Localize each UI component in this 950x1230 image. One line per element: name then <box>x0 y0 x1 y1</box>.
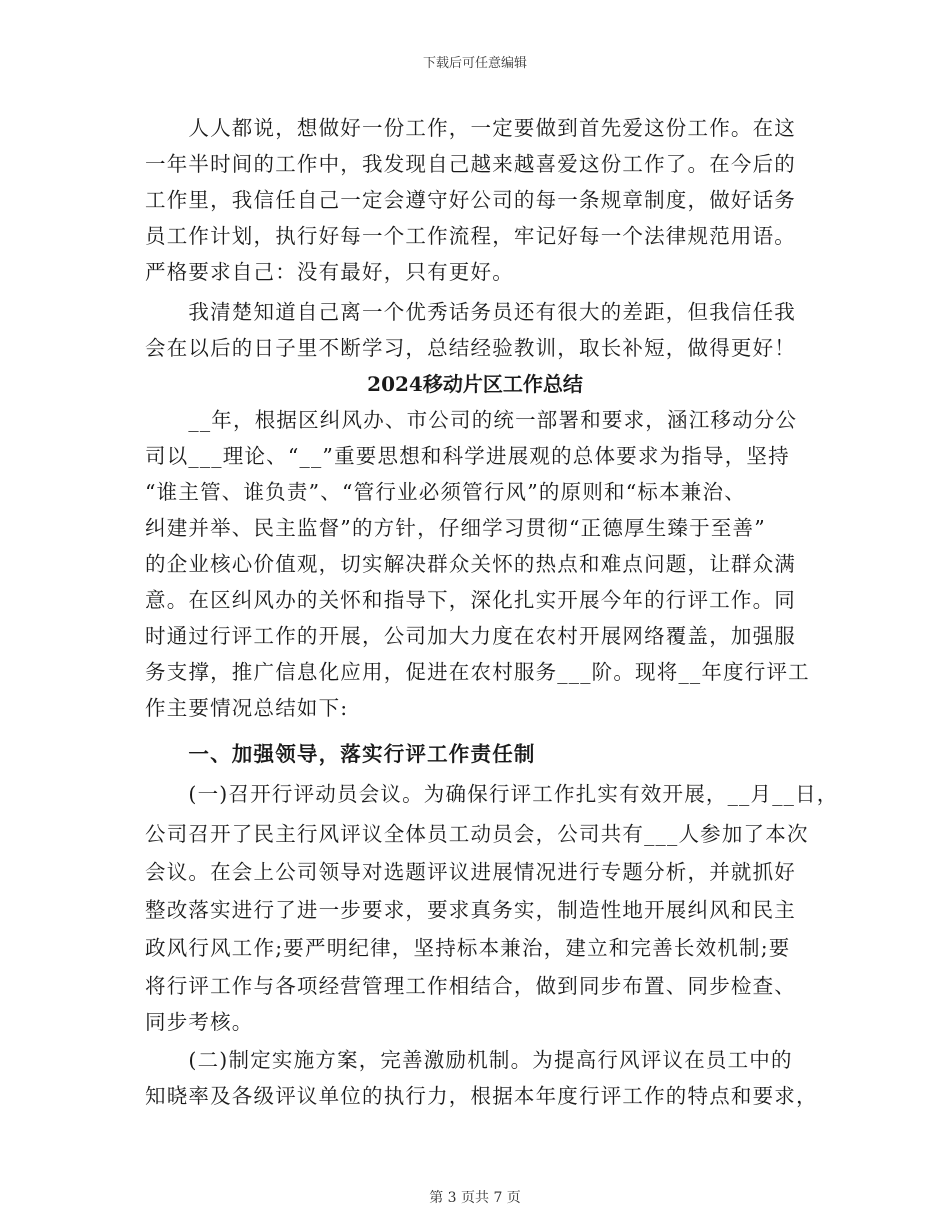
paragraph-line: 整改落实进行了进一步要求，要求真务实，制造性地开展纠风和民主 <box>145 898 796 922</box>
paragraph-line: 员工作计划，执行好每一个工作流程，牢记好每一个法律规范用语。 <box>145 224 796 248</box>
paragraph-line: 司以___理论、“__”重要思想和科学进展观的总体要求为指导，坚持 <box>145 444 790 468</box>
paragraph-line: 公司召开了民主行风评议全体员工动员会，公司共有___人参加了本次 <box>145 822 809 846</box>
page-header: 下载后可任意编辑 <box>422 56 527 71</box>
paragraph-line: __年，根据区纠风办、市公司的统一部署和要求，涵江移动分公 <box>145 408 798 432</box>
document-title: 2024移动片区工作总结 <box>367 372 583 396</box>
paragraph-line: 同步考核。 <box>145 1010 254 1034</box>
paragraph-line: 纠建并举、民主监督”的方针，仔细学习贯彻“正德厚生臻于至善” <box>145 516 766 540</box>
paragraph-line: 严格要求自己：没有最好，只有更好。 <box>145 260 514 284</box>
paragraph-line: 政风行风工作;要严明纪律，坚持标本兼治，建立和完善长效机制;要 <box>145 936 791 960</box>
paragraph-line: 一年半时间的工作中，我发现自己越来越喜爱这份工作了。在今后的 <box>145 152 796 176</box>
paragraph-line: 知晓率及各级评议单位的执行力，根据本年度行评工作的特点和要求， <box>145 1084 818 1108</box>
paragraph-line: 时通过行评工作的开展，公司加大力度在农村开展网络覆盖，加强服 <box>145 624 796 648</box>
section-heading: 一、加强领导，落实行评工作责任制 <box>145 742 536 766</box>
paragraph-line: 将行评工作与各项经营管理工作相结合，做到同步布置、同步检查、 <box>145 974 796 998</box>
paragraph-line: 的企业核心价值观，切实解决群众关怀的热点和难点问题，让群众满 <box>145 552 796 576</box>
paragraph-line: 人人都说，想做好一份工作，一定要做到首先爱这份工作。在这 <box>145 116 796 140</box>
page-footer: 第 3 页共 7 页 <box>429 1190 521 1206</box>
paragraph-line: 我清楚知道自己离一个优秀话务员还有很大的差距，但我信任我 <box>145 300 796 324</box>
paragraph-line: 会在以后的日子里不断学习，总结经验教训，取长补短，做得更好！ <box>145 336 796 360</box>
paragraph-line: “谁主管、谁负责”、“管行业必须管行风”的原则和“标本兼治、 <box>145 480 746 504</box>
paragraph-line: (一)召开行评动员会议。为确保行评工作扎实有效开展，__月__日， <box>145 782 839 806</box>
paragraph-line: 作主要情况总结如下: <box>145 696 349 720</box>
paragraph-line: (二)制定实施方案，完善激励机制。为提高行风评议在员工中的 <box>145 1048 793 1072</box>
paragraph-line: 意。在区纠风办的关怀和指导下，深化扎实开展今年的行评工作。同 <box>145 588 796 612</box>
paragraph-line: 务支撑，推广信息化应用，促进在农村服务___阶。现将__年度行评工 <box>145 660 810 684</box>
paragraph-line: 工作里，我信任自己一定会遵守好公司的每一条规章制度，做好话务 <box>145 188 796 212</box>
paragraph-line: 会议。在会上公司领导对选题评议进展情况进行专题分析，并就抓好 <box>145 860 796 884</box>
